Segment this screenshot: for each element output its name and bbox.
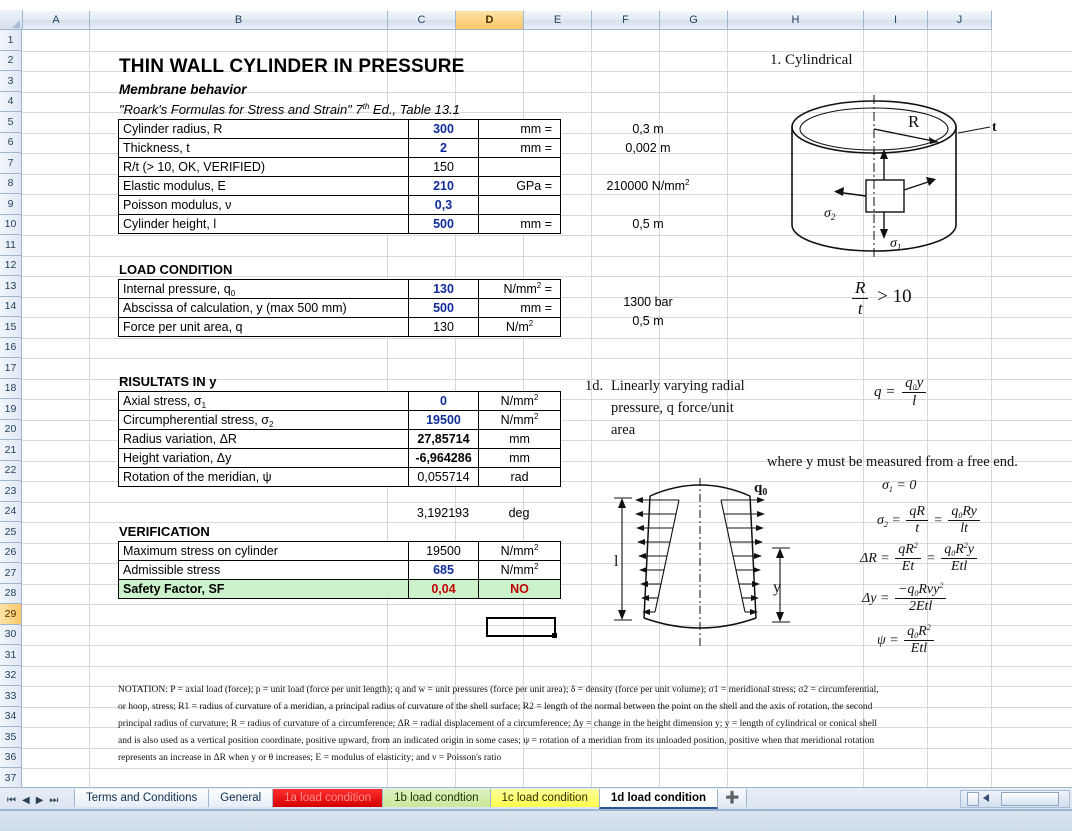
- reference-line: [119, 102, 460, 117]
- sheet-tab-1d-load-condition[interactable]: 1d load condition: [599, 789, 718, 809]
- ratio-denominator: t: [857, 298, 863, 318]
- row-header-7[interactable]: 7: [0, 153, 22, 174]
- load-condition-table: [118, 279, 561, 337]
- prev-sheet-icon[interactable]: ◀: [22, 795, 30, 806]
- table-row[interactable]: [119, 411, 561, 430]
- load-unit-2: $N/m^2$: [479, 318, 561, 337]
- verification-value-0: 19500: [409, 542, 479, 561]
- formula-q-den: l: [912, 393, 917, 410]
- row-header-21[interactable]: 21: [0, 440, 22, 461]
- column-header-j[interactable]: J: [928, 10, 992, 30]
- sheet-tab-1b-load-condition[interactable]: 1b load condtion: [382, 789, 490, 807]
- row-header-16[interactable]: 16: [0, 338, 22, 359]
- row-header-32[interactable]: 32: [0, 666, 22, 687]
- formula-q-num: $q_0y$: [902, 375, 926, 393]
- table-row[interactable]: [119, 561, 561, 580]
- row-header-1[interactable]: 1: [0, 30, 22, 51]
- table-row[interactable]: [119, 392, 561, 411]
- figure1-label-sigma1: $\sigma_1$: [890, 236, 902, 252]
- table-row[interactable]: [119, 196, 561, 215]
- row-header-17[interactable]: 17: [0, 358, 22, 379]
- column-header-g[interactable]: G: [660, 10, 728, 30]
- reference-sup: th: [362, 102, 370, 111]
- load-value-2: 130: [409, 318, 479, 337]
- figure2-caption-number: 1d.: [585, 378, 604, 394]
- result-value-0: 0: [409, 392, 479, 411]
- row-header-3[interactable]: 3: [0, 71, 22, 92]
- notation-line-1: NOTATION: P = axial load (force); p = unit load (force per unit length); q and w = unit pressures (force per unit area); δ = density (force per unit volume); σ1 = meridional stress; σ2 = circumferential,: [118, 685, 879, 695]
- result-unit-4: rad: [479, 468, 561, 487]
- geometry-converted-1: 0,002 m: [625, 141, 671, 155]
- geometry-unit-5: mm =: [479, 215, 561, 234]
- new-sheet-icon[interactable]: ➕: [717, 789, 747, 807]
- varying-pressure-diagram: [608, 468, 808, 648]
- table-row[interactable]: [119, 318, 561, 337]
- table-row[interactable]: [119, 542, 561, 561]
- row-header-9[interactable]: 9: [0, 194, 22, 215]
- row-header-33[interactable]: 33: [0, 686, 22, 707]
- scrollbar-thumb[interactable]: [1001, 792, 1059, 806]
- figure2-label-l: l: [614, 553, 619, 570]
- geometry-table: [118, 119, 561, 234]
- row-header-29[interactable]: 29: [0, 604, 22, 625]
- row-header-26[interactable]: 26: [0, 543, 22, 564]
- page-title: THIN WALL CYLINDER IN PRESSURE: [119, 56, 465, 77]
- verification-table: [118, 541, 561, 599]
- geometry-label-3: Elastic modulus, E: [119, 177, 409, 196]
- load-condition-heading: LOAD CONDITION: [119, 262, 233, 277]
- row-header-4[interactable]: 4: [0, 92, 22, 113]
- geometry-converted-3: 210000 $N/mm^2$: [606, 178, 690, 193]
- row-header-23[interactable]: 23: [0, 481, 22, 502]
- table-row[interactable]: [119, 177, 561, 196]
- column-header-i[interactable]: I: [864, 10, 928, 30]
- table-row[interactable]: [119, 468, 561, 487]
- table-row[interactable]: [119, 215, 561, 234]
- reference-post: Ed., Table 13.1: [369, 102, 460, 117]
- load-label-1: Abscissa of calculation, y (max 500 mm): [119, 299, 409, 318]
- row-header-10[interactable]: 10: [0, 215, 22, 236]
- geometry-unit-1: mm =: [479, 139, 561, 158]
- row-header-14[interactable]: 14: [0, 297, 22, 318]
- horizontal-scrollbar[interactable]: [960, 790, 1070, 808]
- sheet-content: [22, 30, 1072, 788]
- scroll-left-arrow-icon[interactable]: [983, 794, 989, 802]
- result-unit-3: mm: [479, 449, 561, 468]
- row-header-36[interactable]: 36: [0, 748, 22, 769]
- table-row[interactable]: [119, 449, 561, 468]
- geometry-value-3[interactable]: 210: [409, 177, 479, 196]
- figure1-label-R: R: [908, 112, 920, 131]
- row-header-27[interactable]: 27: [0, 563, 22, 584]
- sheet-tab-1c-load-condition[interactable]: 1c load condition: [490, 789, 600, 807]
- row-header-37[interactable]: 37: [0, 768, 22, 789]
- notation-line-2: or hoop, stress; R1 = radius of curvature of a meridian, a principal radius of curvature of the shell surface; R2 = length of the normal between the point on the shell and the axis of rotation, the second: [118, 702, 873, 712]
- formula-delta-R: ΔR = $\frac{qR^2}{Et}$ = $\frac{q_0R^2y}{\text{Etl}}$: [860, 542, 977, 575]
- geometry-unit-4: [479, 196, 561, 215]
- geometry-converted-0: 0,3 m: [632, 122, 664, 136]
- row-header-11[interactable]: 11: [0, 235, 22, 256]
- sheet-nav-buttons: [4, 792, 61, 809]
- column-header-h[interactable]: H: [728, 10, 864, 30]
- column-header-b[interactable]: B: [90, 10, 388, 30]
- table-row[interactable]: [119, 139, 561, 158]
- geometry-value-2: 150: [409, 158, 479, 177]
- geometry-unit-0: mm =: [479, 120, 561, 139]
- cylinder-diagram: [762, 85, 1002, 275]
- result-unit-1: $N/mm^2$: [479, 411, 561, 430]
- notation-block: [118, 682, 1048, 767]
- row-header-18[interactable]: 18: [0, 379, 22, 400]
- table-row-safety-factor[interactable]: [119, 580, 561, 599]
- table-row[interactable]: [119, 430, 561, 449]
- verification-value-1[interactable]: 685: [409, 561, 479, 580]
- table-row[interactable]: [119, 280, 561, 299]
- row-header-8[interactable]: 8: [0, 174, 22, 195]
- row-header-25[interactable]: 25: [0, 522, 22, 543]
- select-all-corner[interactable]: [0, 10, 23, 30]
- sheet-tab-1a-load-condition[interactable]: 1a load condition: [272, 789, 383, 807]
- sheet-tabs: [74, 789, 746, 809]
- table-row[interactable]: [119, 158, 561, 177]
- geometry-unit-3: GPa =: [479, 177, 561, 196]
- geometry-label-4: Poisson modulus, ν: [119, 196, 409, 215]
- row-header-15[interactable]: 15: [0, 317, 22, 338]
- row-header-22[interactable]: 22: [0, 461, 22, 482]
- column-header-a[interactable]: A: [23, 10, 90, 30]
- next-sheet-icon[interactable]: ▶: [35, 795, 44, 806]
- result-value-1: 19500: [409, 411, 479, 430]
- notation-line-4: and is also used as a vertical position coordinate, positive upward, from an indicated origin in some cases; ψ = rotation of a meridian from its unloaded position, positive when that meridional rotation: [118, 736, 875, 746]
- formula-note: where y must be measured from a free end.: [767, 454, 1018, 470]
- verification-label-2: Safety Factor, SF: [119, 580, 409, 599]
- ratio-relation: > 10: [877, 286, 912, 308]
- rotation-degrees-value: 3,192193: [416, 506, 470, 520]
- row-header-5[interactable]: 5: [0, 112, 22, 133]
- result-unit-0: $N/mm^2$: [479, 392, 561, 411]
- tab-bar-divider: [0, 809, 1072, 811]
- ratio-formula: [852, 278, 912, 318]
- rotation-degrees-unit: deg: [508, 506, 530, 520]
- result-label-3: Height variation, Δy: [119, 449, 409, 468]
- row-header-12[interactable]: 12: [0, 256, 22, 277]
- geometry-value-1[interactable]: 2: [409, 139, 479, 158]
- sheet-tab-bar: [0, 787, 1072, 831]
- load-converted-1: 0,5 m: [632, 314, 664, 328]
- figure2-label-y: y: [773, 579, 781, 596]
- geometry-value-4[interactable]: 0,3: [409, 196, 479, 215]
- geometry-value-0[interactable]: 300: [409, 120, 479, 139]
- column-header-row: [0, 10, 1072, 30]
- notation-line-3: principal radius of curvature; R = radius of curvature of a circumference; ΔR = radial displacement of a circumference; Δy = change in the height dimension y; y = length of cylindrical or conical shell: [118, 719, 878, 729]
- safety-factor-value: 0,04: [409, 580, 479, 599]
- figure1-label-t: t: [992, 120, 997, 135]
- figure2-caption: [585, 375, 795, 441]
- selected-cell-d29[interactable]: [486, 617, 556, 637]
- row-header-6[interactable]: 6: [0, 133, 22, 154]
- formula-q: [874, 375, 926, 411]
- figure1-label-sigma2: $\sigma_2$: [824, 206, 836, 222]
- result-value-3: -6,964286: [409, 449, 479, 468]
- formula-q-lhs: q =: [874, 384, 896, 401]
- result-value-2: 27,85714: [409, 430, 479, 449]
- column-header-c[interactable]: C: [388, 10, 456, 30]
- verification-label-0: Maximum stress on cylinder: [119, 542, 409, 561]
- load-label-0: Internal pressure, $q_0$: [119, 280, 409, 299]
- reference-pre: "Roark's Formulas for Stress and Strain" 7: [119, 102, 363, 117]
- last-sheet-icon[interactable]: ⏭: [49, 795, 59, 806]
- column-header-e[interactable]: E: [524, 10, 592, 30]
- verification-label-1: Admissible stress: [119, 561, 409, 580]
- geometry-unit-2: [479, 158, 561, 177]
- row-header-31[interactable]: 31: [0, 645, 22, 666]
- result-label-2: Radius variation, ΔR: [119, 430, 409, 449]
- first-sheet-icon[interactable]: ⏮: [7, 795, 16, 806]
- row-header-24[interactable]: 24: [0, 502, 22, 523]
- page-subtitle: Membrane behavior: [119, 82, 247, 97]
- result-value-4: 0,055714: [409, 468, 479, 487]
- load-label-2: Force per unit area, q: [119, 318, 409, 337]
- row-header-30[interactable]: 30: [0, 625, 22, 646]
- row-header-34[interactable]: 34: [0, 707, 22, 728]
- figure2-caption-text: Linearly varying radial pressure, q force/unit area: [611, 378, 745, 438]
- notation-line-5: represents an increase in ΔR when y or θ increases; E = modulus of elasticity; and ν = Poisson's ratio: [118, 753, 502, 763]
- formula-sigma2: $\sigma_2$ = $\frac{qR}{t}$ = $\frac{q_0Ry}{lt}$: [877, 504, 980, 537]
- result-unit-2: mm: [479, 430, 561, 449]
- table-row[interactable]: [119, 299, 561, 318]
- row-header-28[interactable]: 28: [0, 584, 22, 605]
- result-label-0: Axial stress, $\sigma_1$: [119, 392, 409, 411]
- row-header-20[interactable]: 20: [0, 420, 22, 441]
- row-header-13[interactable]: 13: [0, 276, 22, 297]
- column-header-f[interactable]: F: [592, 10, 660, 30]
- column-header-d[interactable]: D: [456, 10, 524, 30]
- row-header-19[interactable]: 19: [0, 399, 22, 420]
- row-header-2[interactable]: 2: [0, 51, 22, 72]
- load-unit-0: $N/mm^2$ =: [479, 280, 561, 299]
- load-value-1[interactable]: 500: [409, 299, 479, 318]
- geometry-label-2: R/t (> 10, OK, VERIFIED): [119, 158, 409, 177]
- ratio-numerator: R: [852, 278, 868, 299]
- formula-delta-y: Δy = $\frac{-q_0R\nu y^2}{\text{2Etl}}$: [862, 582, 946, 615]
- results-table: [118, 391, 561, 487]
- scrollbar-thumb-left[interactable]: [967, 792, 979, 806]
- formula-psi: ψ = $\frac{q_0R^2}{\text{Etl}}$: [877, 624, 934, 657]
- safety-factor-status: NO: [479, 580, 561, 599]
- figure1-caption: 1. Cylindrical: [770, 52, 853, 68]
- table-row[interactable]: [119, 120, 561, 139]
- cell-grid[interactable]: [22, 30, 1072, 788]
- load-value-0[interactable]: 130: [409, 280, 479, 299]
- geometry-value-5[interactable]: 500: [409, 215, 479, 234]
- results-heading: RISULTATS IN y: [119, 374, 217, 389]
- sheet-tab-general[interactable]: General: [208, 789, 273, 807]
- row-header-column: [0, 30, 22, 789]
- geometry-converted-5: 0,5 m: [632, 217, 664, 231]
- result-label-1: Circumpherential stress, $\sigma_2$: [119, 411, 409, 430]
- verification-unit-0: $N/mm^2$: [479, 542, 561, 561]
- load-converted-0: 1300 bar: [623, 295, 673, 309]
- row-header-35[interactable]: 35: [0, 727, 22, 748]
- figure2-label-q0: $q_0$: [754, 480, 768, 498]
- sheet-tab-terms-and-conditions[interactable]: Terms and Conditions: [74, 789, 209, 807]
- verification-unit-1: $N/mm^2$: [479, 561, 561, 580]
- geometry-label-5: Cylinder height, l: [119, 215, 409, 234]
- geometry-label-0: Cylinder radius, R: [119, 120, 409, 139]
- verification-heading: VERIFICATION: [119, 524, 210, 539]
- geometry-label-1: Thickness, t: [119, 139, 409, 158]
- formula-sigma1: $\sigma_1 = 0$: [882, 478, 917, 494]
- result-label-4: Rotation of the meridian, ψ: [119, 468, 409, 487]
- load-unit-1: mm =: [479, 299, 561, 318]
